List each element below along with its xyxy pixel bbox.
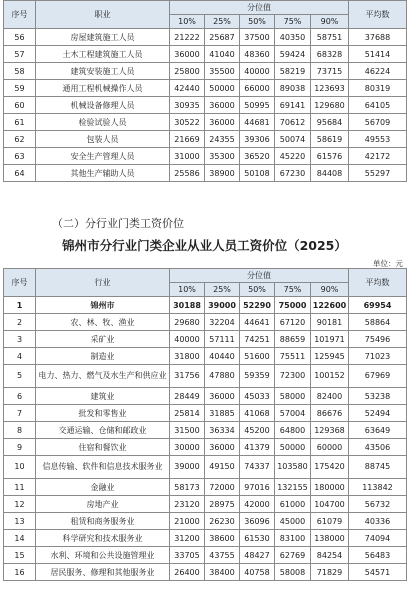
value-cell: 69954 <box>349 297 407 314</box>
table-row <box>4 165 407 182</box>
row-label-cell: 安全生产管理人员 <box>36 148 170 165</box>
header-p25: 25% <box>205 283 240 297</box>
value-cell: 64800 <box>275 422 311 439</box>
row-label-cell: 通用工程机械操作人员 <box>36 80 170 97</box>
row-number-cell: 64 <box>4 165 36 182</box>
header-p50: 50% <box>240 283 275 297</box>
table-row <box>4 530 407 547</box>
table-row <box>4 422 407 439</box>
value-cell: 30935 <box>170 97 205 114</box>
table-row <box>4 479 407 496</box>
value-cell: 123693 <box>311 80 349 97</box>
row-number-cell: 6 <box>4 388 36 405</box>
table-row <box>4 564 407 581</box>
value-cell: 67230 <box>275 165 311 182</box>
row-label-cell: 信息传输、软件和信息技术服务业 <box>36 456 170 479</box>
value-cell: 75496 <box>349 331 407 348</box>
value-cell: 25586 <box>170 165 205 182</box>
row-label-cell: 机械设备修理人员 <box>36 97 170 114</box>
row-number-cell: 16 <box>4 564 36 581</box>
value-cell: 180000 <box>311 479 349 496</box>
row-label-cell: 居民服务、修理和其他服务业 <box>36 564 170 581</box>
row-number-cell: 12 <box>4 496 36 513</box>
header-average: 平均数 <box>349 269 407 297</box>
value-cell: 84254 <box>311 547 349 564</box>
table-row <box>4 388 407 405</box>
value-cell: 35500 <box>205 63 240 80</box>
value-cell: 28975 <box>205 496 240 513</box>
value-cell: 75511 <box>275 348 311 365</box>
value-cell: 90181 <box>311 314 349 331</box>
table-row <box>4 97 407 114</box>
row-number-cell: 2 <box>4 314 36 331</box>
row-label-cell: 农、林、牧、渔业 <box>36 314 170 331</box>
value-cell: 129368 <box>311 422 349 439</box>
value-cell: 31885 <box>205 405 240 422</box>
value-cell: 82400 <box>311 388 349 405</box>
value-cell: 39000 <box>170 456 205 479</box>
row-label-cell: 批发和零售业 <box>36 405 170 422</box>
row-label-cell: 交通运输、仓储和邮政业 <box>36 422 170 439</box>
table-row <box>4 131 407 148</box>
value-cell: 72000 <box>205 479 240 496</box>
value-cell: 36096 <box>240 513 275 530</box>
value-cell: 86676 <box>311 405 349 422</box>
table-row <box>4 496 407 513</box>
value-cell: 56732 <box>349 496 407 513</box>
value-cell: 138000 <box>311 530 349 547</box>
value-cell: 31756 <box>170 365 205 388</box>
row-number-cell: 4 <box>4 348 36 365</box>
value-cell: 63649 <box>349 422 407 439</box>
row-number-cell: 61 <box>4 114 36 131</box>
value-cell: 46224 <box>349 63 407 80</box>
table-row <box>4 46 407 63</box>
value-cell: 60000 <box>311 439 349 456</box>
value-cell: 48427 <box>240 547 275 564</box>
value-cell: 125945 <box>311 348 349 365</box>
value-cell: 49553 <box>349 131 407 148</box>
value-cell: 48360 <box>240 46 275 63</box>
row-label-cell: 金融业 <box>36 479 170 496</box>
table-row <box>4 365 407 388</box>
table-row <box>4 456 407 479</box>
value-cell: 45033 <box>240 388 275 405</box>
value-cell: 50995 <box>240 97 275 114</box>
value-cell: 88659 <box>275 331 311 348</box>
value-cell: 36000 <box>170 46 205 63</box>
row-number-cell: 13 <box>4 513 36 530</box>
value-cell: 29680 <box>170 314 205 331</box>
value-cell: 95684 <box>311 114 349 131</box>
value-cell: 38600 <box>205 530 240 547</box>
industry-wage-table <box>3 268 407 581</box>
value-cell: 33705 <box>170 547 205 564</box>
value-cell: 40000 <box>170 331 205 348</box>
value-cell: 36520 <box>240 148 275 165</box>
value-cell: 50074 <box>275 131 311 148</box>
value-cell: 73715 <box>311 63 349 80</box>
value-cell: 50108 <box>240 165 275 182</box>
value-cell: 103580 <box>275 456 311 479</box>
value-cell: 61079 <box>311 513 349 530</box>
value-cell: 28449 <box>170 388 205 405</box>
value-cell: 58751 <box>311 29 349 46</box>
value-cell: 132155 <box>275 479 311 496</box>
value-cell: 37500 <box>240 29 275 46</box>
row-label-cell: 制造业 <box>36 348 170 365</box>
value-cell: 40336 <box>349 513 407 530</box>
table-row <box>4 439 407 456</box>
row-number-cell: 62 <box>4 131 36 148</box>
value-cell: 45000 <box>275 513 311 530</box>
value-cell: 58008 <box>275 564 311 581</box>
value-cell: 36000 <box>205 388 240 405</box>
header-industry: 行业 <box>36 269 170 297</box>
value-cell: 129680 <box>311 97 349 114</box>
header-percentile: 分位值 <box>170 269 349 283</box>
value-cell: 31000 <box>170 148 205 165</box>
row-label-cell: 采矿业 <box>36 331 170 348</box>
table-title: 锦州市分行业门类企业从业人员工资价位（2025） <box>62 238 347 253</box>
header-p25: 25% <box>205 15 240 29</box>
value-cell: 39306 <box>240 131 275 148</box>
table-row <box>4 29 407 46</box>
header-p75: 75% <box>275 283 311 297</box>
row-number-cell: 14 <box>4 530 36 547</box>
table-row <box>4 513 407 530</box>
row-number-cell: 15 <box>4 547 36 564</box>
row-label-cell: 科学研究和技术服务业 <box>36 530 170 547</box>
value-cell: 36000 <box>205 439 240 456</box>
row-number-cell: 60 <box>4 97 36 114</box>
value-cell: 40000 <box>240 63 275 80</box>
row-number-cell: 7 <box>4 405 36 422</box>
row-number-cell: 58 <box>4 63 36 80</box>
row-label-cell: 房地产业 <box>36 496 170 513</box>
row-number-cell: 8 <box>4 422 36 439</box>
value-cell: 122600 <box>311 297 349 314</box>
value-cell: 21222 <box>170 29 205 46</box>
header-p90: 90% <box>311 283 349 297</box>
value-cell: 23120 <box>170 496 205 513</box>
value-cell: 44641 <box>240 314 275 331</box>
value-cell: 43755 <box>205 547 240 564</box>
row-label-cell: 土木工程建筑施工人员 <box>36 46 170 63</box>
value-cell: 69141 <box>275 97 311 114</box>
row-number-cell: 57 <box>4 46 36 63</box>
row-label-cell: 住宿和餐饮业 <box>36 439 170 456</box>
value-cell: 24355 <box>205 131 240 148</box>
table-row <box>4 405 407 422</box>
value-cell: 64105 <box>349 97 407 114</box>
header-p10: 10% <box>170 283 205 297</box>
unit-label: 单位：元 <box>373 259 403 268</box>
occupation-table-body <box>4 29 407 182</box>
table-row <box>4 348 407 365</box>
occupation-wage-table <box>3 0 407 182</box>
value-cell: 25814 <box>170 405 205 422</box>
value-cell: 55297 <box>349 165 407 182</box>
table-row <box>4 297 407 314</box>
row-label-cell: 其他生产辅助人员 <box>36 165 170 182</box>
row-number-cell: 59 <box>4 80 36 97</box>
value-cell: 67120 <box>275 314 311 331</box>
value-cell: 26230 <box>205 513 240 530</box>
value-cell: 26400 <box>170 564 205 581</box>
value-cell: 58000 <box>275 388 311 405</box>
value-cell: 51600 <box>240 348 275 365</box>
value-cell: 45200 <box>240 422 275 439</box>
value-cell: 80319 <box>349 80 407 97</box>
row-number-cell: 56 <box>4 29 36 46</box>
value-cell: 89038 <box>275 80 311 97</box>
value-cell: 52494 <box>349 405 407 422</box>
value-cell: 42000 <box>240 496 275 513</box>
value-cell: 39000 <box>205 297 240 314</box>
value-cell: 74337 <box>240 456 275 479</box>
value-cell: 21669 <box>170 131 205 148</box>
value-cell: 32204 <box>205 314 240 331</box>
value-cell: 56709 <box>349 114 407 131</box>
header-p75: 75% <box>275 15 311 29</box>
value-cell: 41068 <box>240 405 275 422</box>
industry-table-body <box>4 297 407 581</box>
header-percentile: 分位值 <box>170 1 349 15</box>
row-number-cell: 63 <box>4 148 36 165</box>
value-cell: 68328 <box>311 46 349 63</box>
value-cell: 83100 <box>275 530 311 547</box>
value-cell: 74094 <box>349 530 407 547</box>
header-p90: 90% <box>311 15 349 29</box>
row-label-cell: 建筑安装施工人员 <box>36 63 170 80</box>
value-cell: 37688 <box>349 29 407 46</box>
value-cell: 40350 <box>275 29 311 46</box>
value-cell: 52290 <box>240 297 275 314</box>
value-cell: 31200 <box>170 530 205 547</box>
row-label-cell: 租赁和商务服务业 <box>36 513 170 530</box>
row-number-cell: 9 <box>4 439 36 456</box>
value-cell: 41040 <box>205 46 240 63</box>
section-heading: （二）分行业门类工资价位 <box>52 217 184 230</box>
value-cell: 67969 <box>349 365 407 388</box>
value-cell: 59424 <box>275 46 311 63</box>
value-cell: 42172 <box>349 148 407 165</box>
value-cell: 71829 <box>311 564 349 581</box>
value-cell: 71023 <box>349 348 407 365</box>
value-cell: 40440 <box>205 348 240 365</box>
value-cell: 36000 <box>205 114 240 131</box>
row-number-cell: 10 <box>4 456 36 479</box>
header-no: 序号 <box>4 1 36 29</box>
value-cell: 50000 <box>275 439 311 456</box>
table-row <box>4 547 407 564</box>
value-cell: 58619 <box>311 131 349 148</box>
value-cell: 42440 <box>170 80 205 97</box>
value-cell: 40758 <box>240 564 275 581</box>
value-cell: 36000 <box>205 97 240 114</box>
value-cell: 100152 <box>311 365 349 388</box>
value-cell: 104700 <box>311 496 349 513</box>
value-cell: 41379 <box>240 439 275 456</box>
table-row <box>4 80 407 97</box>
value-cell: 61576 <box>311 148 349 165</box>
header-average: 平均数 <box>349 1 407 29</box>
value-cell: 49150 <box>205 456 240 479</box>
value-cell: 88745 <box>349 456 407 479</box>
header-p10: 10% <box>170 15 205 29</box>
value-cell: 70612 <box>275 114 311 131</box>
value-cell: 45220 <box>275 148 311 165</box>
table-row <box>4 148 407 165</box>
row-label-cell: 建筑业 <box>36 388 170 405</box>
value-cell: 72300 <box>275 365 311 388</box>
value-cell: 35300 <box>205 148 240 165</box>
row-label-cell: 电力、热力、燃气及水生产和供应业 <box>36 365 170 388</box>
header-no: 序号 <box>4 269 36 297</box>
row-number-cell: 5 <box>4 365 36 388</box>
row-label-cell: 检验试验人员 <box>36 114 170 131</box>
value-cell: 54571 <box>349 564 407 581</box>
row-label-cell: 锦州市 <box>36 297 170 314</box>
value-cell: 36334 <box>205 422 240 439</box>
value-cell: 30000 <box>170 439 205 456</box>
value-cell: 101971 <box>311 331 349 348</box>
header-occupation: 职业 <box>36 1 170 29</box>
table-row <box>4 314 407 331</box>
value-cell: 51414 <box>349 46 407 63</box>
value-cell: 62769 <box>275 547 311 564</box>
row-label-cell: 水利、环境和公共设施管理业 <box>36 547 170 564</box>
row-number-cell: 3 <box>4 331 36 348</box>
value-cell: 50000 <box>205 80 240 97</box>
table-row <box>4 63 407 80</box>
value-cell: 25800 <box>170 63 205 80</box>
value-cell: 97016 <box>240 479 275 496</box>
value-cell: 30522 <box>170 114 205 131</box>
value-cell: 58173 <box>170 479 205 496</box>
row-label-cell: 包装人员 <box>36 131 170 148</box>
value-cell: 56483 <box>349 547 407 564</box>
header-p50: 50% <box>240 15 275 29</box>
value-cell: 175420 <box>311 456 349 479</box>
value-cell: 43506 <box>349 439 407 456</box>
value-cell: 31500 <box>170 422 205 439</box>
table-row <box>4 114 407 131</box>
value-cell: 44681 <box>240 114 275 131</box>
value-cell: 38400 <box>205 564 240 581</box>
value-cell: 38900 <box>205 165 240 182</box>
row-number-cell: 11 <box>4 479 36 496</box>
value-cell: 61530 <box>240 530 275 547</box>
value-cell: 53238 <box>349 388 407 405</box>
value-cell: 59359 <box>240 365 275 388</box>
value-cell: 74251 <box>240 331 275 348</box>
value-cell: 61000 <box>275 496 311 513</box>
value-cell: 113842 <box>349 479 407 496</box>
value-cell: 30188 <box>170 297 205 314</box>
row-number-cell: 1 <box>4 297 36 314</box>
value-cell: 58219 <box>275 63 311 80</box>
value-cell: 75000 <box>275 297 311 314</box>
value-cell: 57004 <box>275 405 311 422</box>
table-row <box>4 331 407 348</box>
value-cell: 58864 <box>349 314 407 331</box>
value-cell: 84408 <box>311 165 349 182</box>
row-label-cell: 房屋建筑施工人员 <box>36 29 170 46</box>
value-cell: 21000 <box>170 513 205 530</box>
value-cell: 25687 <box>205 29 240 46</box>
value-cell: 31800 <box>170 348 205 365</box>
value-cell: 47880 <box>205 365 240 388</box>
value-cell: 66000 <box>240 80 275 97</box>
value-cell: 57111 <box>205 331 240 348</box>
